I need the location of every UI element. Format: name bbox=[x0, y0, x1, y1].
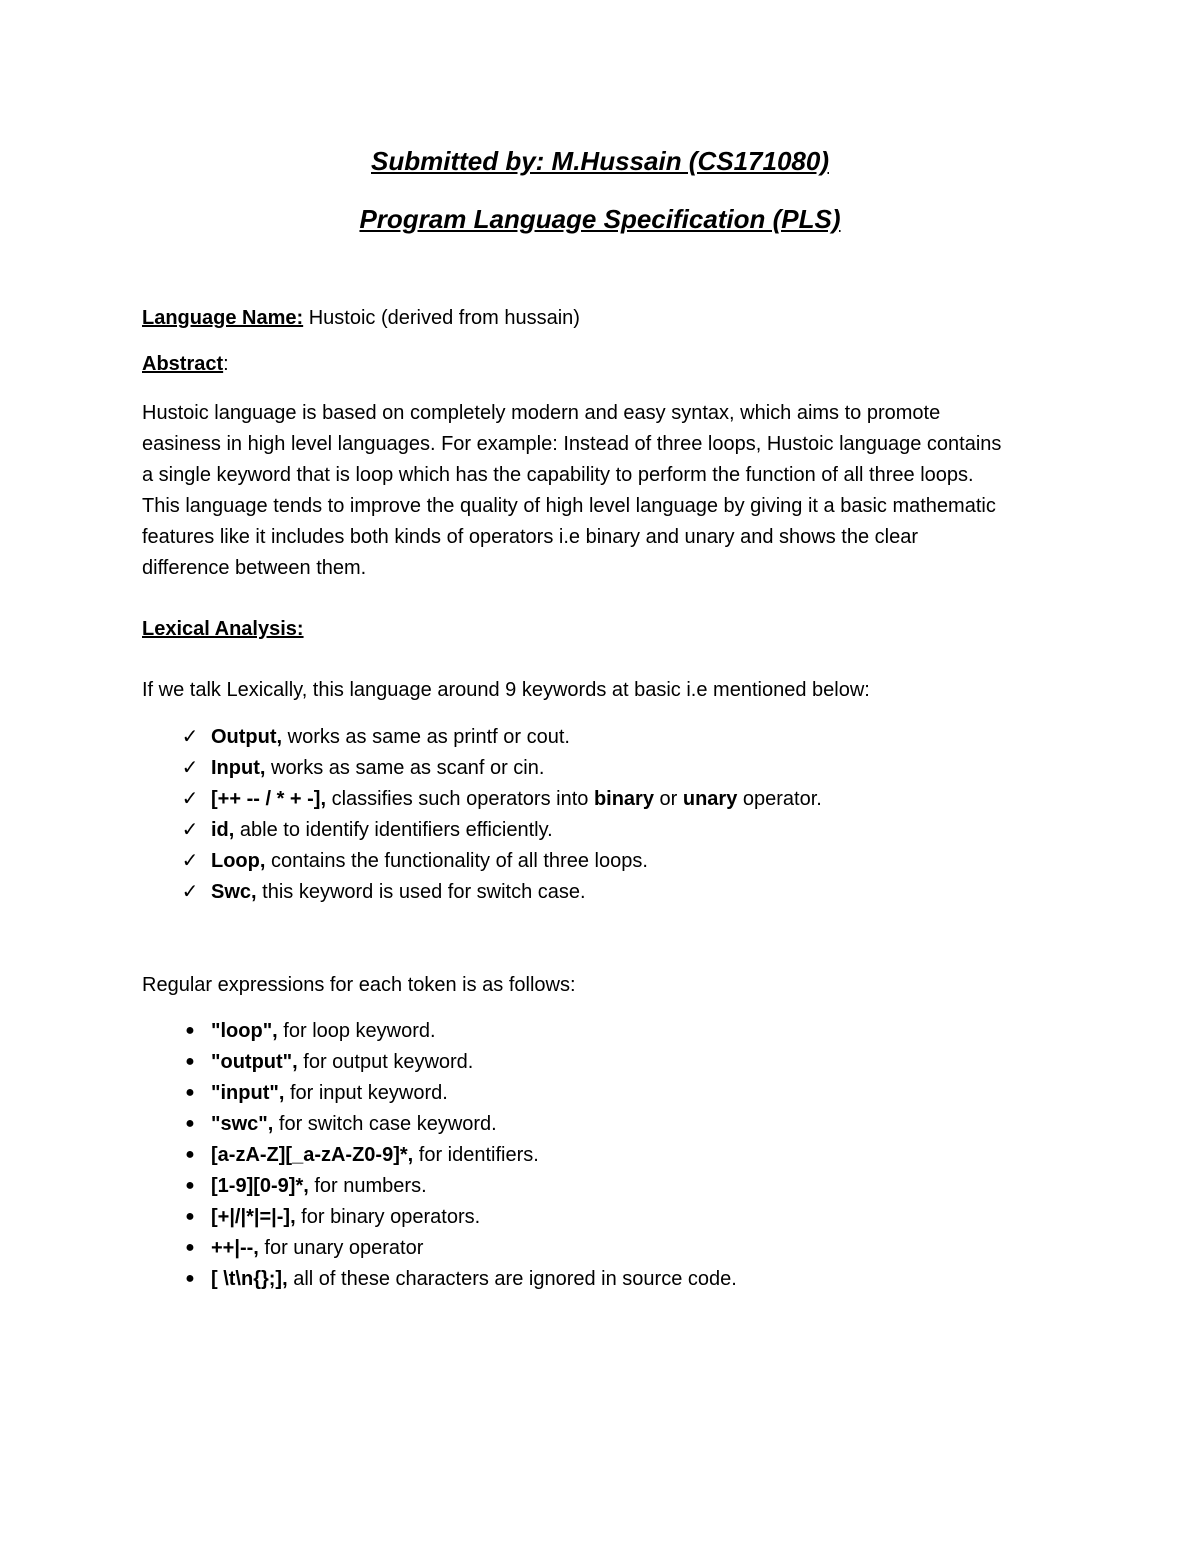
language-name-label: Language Name: bbox=[142, 307, 304, 329]
abstract-paragraph bbox=[142, 398, 1072, 584]
abstract-colon: : bbox=[223, 353, 229, 375]
regex-desc: for loop keyword. bbox=[277, 1020, 436, 1042]
list-item bbox=[142, 1267, 737, 1298]
list-item bbox=[142, 756, 822, 787]
keyword-desc: contains the functionality of all three loops. bbox=[265, 850, 648, 872]
regex-desc: for numbers. bbox=[308, 1175, 427, 1197]
list-item bbox=[142, 1050, 737, 1081]
abstract-line: a single keyword that is loop which has the capability to perform the function of all three loops. bbox=[142, 464, 974, 486]
regex-expr: ++|--, bbox=[211, 1237, 259, 1259]
abstract-line: features like it includes both kinds of operators i.e binary and unary and shows the clear bbox=[142, 526, 918, 548]
regex-expr: [1-9][0-9]*, bbox=[211, 1175, 309, 1197]
list-item bbox=[142, 1019, 737, 1050]
abstract-label: Abstract bbox=[142, 353, 224, 375]
list-item bbox=[142, 1081, 737, 1112]
keyword-desc: works as same as scanf or cin. bbox=[265, 757, 545, 779]
list-item bbox=[142, 1174, 737, 1205]
language-name-value: Hustoic (derived from hussain) bbox=[303, 307, 580, 329]
regex-expr: "output", bbox=[211, 1051, 298, 1073]
regex-expr: "swc", bbox=[211, 1113, 274, 1135]
regex-desc: for output keyword. bbox=[297, 1051, 474, 1073]
lexical-intro: If we talk Lexically, this language around 9 keywords at basic i.e mentioned below: bbox=[142, 679, 870, 701]
keyword-list bbox=[142, 725, 822, 911]
list-item bbox=[142, 1205, 737, 1236]
regex-expr: "loop", bbox=[211, 1020, 278, 1042]
keyword-desc: works as same as printf or cout. bbox=[282, 726, 570, 748]
submitted-by-heading: Submitted by: M.Hussain (CS171080) bbox=[371, 146, 829, 176]
check-icon: ✓ bbox=[181, 726, 199, 748]
abstract-line: This language tends to improve the quality of high level language by giving it a basic mathematic bbox=[142, 495, 996, 517]
abstract-line: difference between them. bbox=[142, 557, 367, 579]
regex-intro: Regular expressions for each token is as follows: bbox=[142, 974, 576, 996]
language-name-line bbox=[142, 306, 580, 330]
list-item bbox=[142, 849, 822, 880]
keyword-mid: or bbox=[653, 788, 683, 810]
list-item bbox=[142, 1112, 737, 1143]
lexical-analysis-heading bbox=[142, 617, 304, 641]
list-item bbox=[142, 880, 822, 911]
regex-desc: for identifiers. bbox=[413, 1144, 539, 1166]
keyword-term: id, bbox=[211, 819, 235, 841]
regex-desc: for switch case keyword. bbox=[273, 1113, 497, 1135]
keyword-term: [++ -- / * + -], bbox=[211, 788, 327, 810]
keyword-desc: this keyword is used for switch case. bbox=[256, 881, 586, 903]
regex-desc: for input keyword. bbox=[284, 1082, 448, 1104]
bullet-icon: ● bbox=[185, 1270, 195, 1287]
bullet-icon: ● bbox=[185, 1084, 195, 1101]
regex-expr: [ \t\n{};], bbox=[211, 1268, 288, 1290]
keyword-unary: unary bbox=[682, 788, 738, 810]
document-title: Program Language Specification (PLS) bbox=[359, 204, 841, 234]
bullet-icon: ● bbox=[185, 1053, 195, 1070]
regex-desc: for unary operator bbox=[258, 1237, 424, 1259]
abstract-line: Hustoic language is based on completely modern and easy syntax, which aims to promote bbox=[142, 402, 941, 424]
keyword-term: Loop, bbox=[211, 850, 266, 872]
bullet-icon: ● bbox=[185, 1022, 195, 1039]
keyword-desc: classifies such operators into bbox=[326, 788, 594, 810]
list-item bbox=[142, 787, 822, 818]
keyword-desc: able to identify identifiers efficiently. bbox=[234, 819, 553, 841]
keyword-term: Swc, bbox=[211, 881, 257, 903]
keyword-binary: binary bbox=[593, 788, 654, 810]
regex-expr: [a-zA-Z][_a-zA-Z0-9]*, bbox=[211, 1144, 414, 1166]
regex-desc: for binary operators. bbox=[295, 1206, 481, 1228]
abstract-heading bbox=[142, 352, 229, 376]
regex-list bbox=[142, 1019, 737, 1298]
list-item bbox=[142, 1143, 737, 1174]
list-item bbox=[142, 818, 822, 849]
check-icon: ✓ bbox=[181, 788, 199, 810]
bullet-icon: ● bbox=[185, 1239, 195, 1256]
check-icon: ✓ bbox=[181, 850, 199, 872]
bullet-icon: ● bbox=[185, 1208, 195, 1225]
keyword-tail: operator. bbox=[737, 788, 822, 810]
abstract-line: easiness in high level languages. For example: Instead of three loops, Hustoic language contains bbox=[142, 433, 1002, 455]
check-icon: ✓ bbox=[181, 757, 199, 779]
keyword-term: Input, bbox=[211, 757, 266, 779]
bullet-icon: ● bbox=[185, 1146, 195, 1163]
bullet-icon: ● bbox=[185, 1177, 195, 1194]
keyword-term: Output, bbox=[211, 726, 283, 748]
regex-expr: "input", bbox=[211, 1082, 285, 1104]
regex-expr: [+|/|*|=|-], bbox=[211, 1206, 296, 1228]
list-item bbox=[142, 1236, 737, 1267]
check-icon: ✓ bbox=[181, 819, 199, 841]
list-item bbox=[142, 725, 822, 756]
lexical-analysis-label: Lexical Analysis: bbox=[142, 618, 304, 640]
check-icon: ✓ bbox=[181, 881, 199, 903]
bullet-icon: ● bbox=[185, 1115, 195, 1132]
regex-desc: all of these characters are ignored in source code. bbox=[287, 1268, 737, 1290]
